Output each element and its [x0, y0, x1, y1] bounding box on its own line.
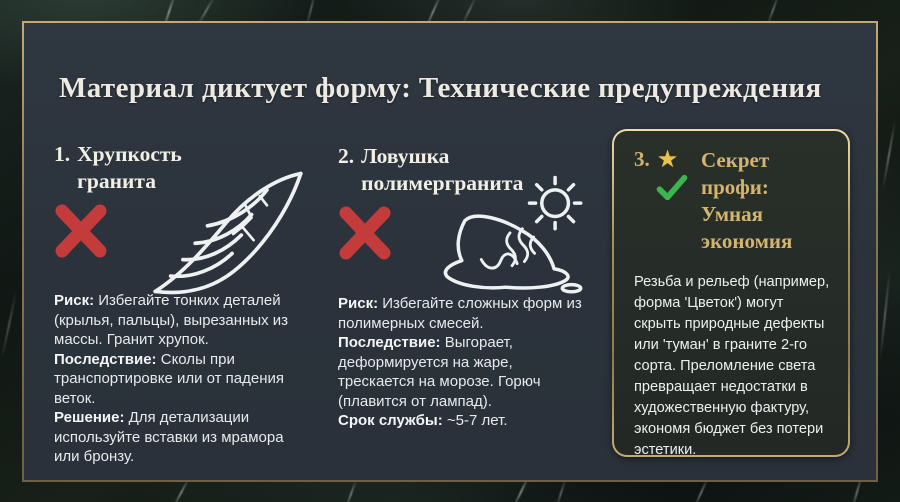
item-label: Решение: — [54, 409, 125, 426]
pro-tip-body: Резьба и рельеф (например, форма 'Цветок') могут скрыть природные дефекты или 'туман' в граните 2-го сорта. Преломление света превращает недостатки в художественную фактуру, экономя бюджет без потери эстетики. — [634, 274, 830, 458]
marble-vein — [345, 479, 358, 502]
item-label: Срок службы: — [338, 412, 443, 429]
item-text: Для детализации используйте вставки из мрамора или бронзу. — [54, 409, 284, 465]
column-number: 1. — [54, 142, 71, 166]
heading-line: гранита — [77, 169, 156, 193]
column-number: 2. — [338, 144, 355, 168]
heading-line: Хрупкость — [77, 142, 182, 166]
item-text: Избегайте сложных форм из полимерных смесей. — [338, 295, 582, 332]
slide-title: Материал диктует форму: Технические предупреждения — [59, 72, 822, 105]
red-x-icon — [336, 201, 394, 265]
warning-column-granite — [54, 141, 316, 465]
column-body — [54, 291, 302, 467]
content-panel — [22, 21, 878, 482]
item-label: Последствие: — [338, 334, 441, 351]
risk-item — [338, 294, 586, 333]
warning-column-polymer — [338, 143, 600, 429]
item-text: Избегайте тонких деталей (крылья, пальцы), вырезанных из массы. Гранит хрупок. — [54, 292, 289, 348]
lifespan-item — [338, 411, 586, 431]
consequence-item — [338, 333, 586, 411]
consequence-item — [54, 350, 302, 409]
marble-vein — [879, 270, 890, 360]
melting-rock-sun-icon — [428, 175, 592, 301]
item-text: Сколы при транспортировке или от падения веток. — [54, 350, 285, 407]
marble-vein — [1, 291, 18, 360]
pro-tip-title-line1: Секрет профи: — [701, 148, 770, 199]
heading-line: полимергранита — [361, 171, 524, 195]
item-label: Последствие: — [54, 350, 157, 368]
red-x-icon — [52, 199, 110, 263]
column-body — [338, 294, 586, 431]
check-icon — [656, 174, 688, 201]
pro-tip-box — [612, 129, 850, 457]
marble-vein — [882, 120, 896, 189]
risk-item — [54, 291, 302, 350]
solution-item — [54, 408, 302, 467]
star-icon: ★ — [656, 145, 679, 173]
cracked-wing-icon — [146, 167, 310, 299]
item-label: Риск: — [54, 292, 95, 309]
item-label: Риск: — [338, 295, 379, 312]
pro-tip-title-line2: Умная экономия — [701, 202, 793, 253]
heading-line: Ловушка — [361, 144, 450, 168]
item-text: ~5-7 лет. — [446, 412, 508, 429]
pro-tip-number: 3. — [634, 147, 650, 171]
pro-tip-header — [634, 147, 831, 255]
item-text: Выгорает, деформируется на жаре, трескается на морозе. Горюч (плавится от лампад). — [338, 334, 541, 410]
